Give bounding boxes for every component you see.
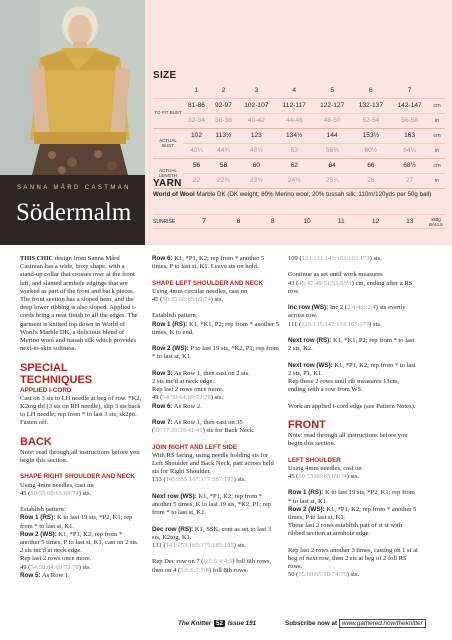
c3-inc-sts: 111 (125:135:147:153:165:177) sts.: [288, 320, 382, 328]
c3-sts: 109 (123:131:143:153:163:173) sts.: [288, 255, 383, 262]
yarn-balls-2: 8: [236, 218, 241, 225]
size-row-label: TO FIT BUST: [153, 98, 183, 128]
back-note: Note: read through all instructions before you begin this section.: [20, 448, 140, 465]
size-col-5: 5: [313, 83, 352, 98]
designer-band: [0, 175, 145, 245]
icord-text: Cast on 3 sts to LH needle at beg of row. *K2, K2tog tbl (3 sts on RH needle), slip 3 sts back to LH needle; rep from * to last 3 sts, sk2po. Fasten off.: [20, 394, 142, 427]
size-cell: 64: [313, 158, 352, 173]
back-row-2: Row 2 (WS): K1, *P1, K2; rep from * another 5 times, P to last st, K1, cast on 2 sts.: [20, 530, 139, 547]
size-row: [153, 128, 445, 143]
column-1: [20, 255, 142, 580]
size-cell: 122-127: [313, 98, 352, 113]
yarn-balls-4: 10: [303, 218, 311, 225]
intro-paragraph: THIS CHIC design from Sanna Mård Castman has a wide, boxy shape, with a stand-up collar that crosses over at the front left, and slanted armhole edgings that are worked as part of the front and back pieces. The front section has a sloped hem, and the deep lower ribbing is also sloped. Applied i-cords bring a neat finish to all the edges. The garment is knitted top down in World of Wool's Marble DK, a delicious blend of Merino wool and tussah silk which provides next-to-skin softness.: [20, 255, 138, 353]
size-cell: 142-147: [390, 98, 429, 113]
subscribe-text: Subscribe now at www.gathered.how/theknitter: [285, 620, 426, 627]
size-col-1: 1: [183, 83, 210, 98]
c3-inc-row: Inc row (WS): Inc 2 (2:4:4:0:2:4) sts evenly across row.: [288, 304, 406, 320]
size-cell: 144: [313, 128, 352, 143]
shape-right-shoulder-heading: SHAPE RIGHT SHOULDER AND NECK: [20, 473, 135, 481]
size-cell: 163: [390, 128, 429, 143]
size-cell: 60½: [352, 143, 391, 158]
size-cell: 22¾: [210, 173, 237, 188]
size-unit: in: [429, 143, 445, 158]
join-heading: JOIN RIGHT AND LEFT SIDE: [152, 443, 238, 451]
designer-name: SANNA MÅRD CASTMAN: [17, 185, 131, 191]
size-row-label: ACTUAL BUST: [153, 128, 183, 158]
size-unit: in: [429, 173, 445, 188]
yarn-balls-5: 11: [337, 218, 345, 225]
left-row-3: Row 3: As Row 1, then cast on 2 sts.: [152, 369, 250, 377]
special-techniques-heading: SPECIAL TECHNIQUES: [20, 361, 93, 386]
size-cell: 44¾: [210, 143, 237, 158]
subscribe-link[interactable]: www.gathered.how/theknitter: [339, 619, 426, 628]
front-heading: FRONT: [288, 418, 326, 431]
front-establish: These last 2 rows establish patt of st st with ribbed section at armhole edge.: [288, 522, 403, 538]
join-text: With RS facing, using needle holding sts for Left Shoulder and Back Neck, patt across held sts for Right Shoulder.: [152, 451, 274, 476]
back-heading: BACK: [20, 435, 52, 448]
back-rep: Rep last 2 rows once more.: [20, 555, 92, 563]
cast-on-text: Using 4mm needles, cast on 45 (50:55:60:65:69:74) sts.: [20, 481, 94, 497]
size-cell: 23½: [237, 173, 276, 188]
left-row-7: Row 7: As Row 1, then cast on 35 (37:37:39:39:41:41) sts for Back Neck.: [152, 418, 255, 435]
front-note: Note: read through all instructions before you begin this section.: [288, 431, 408, 448]
size-cell: 68½: [390, 158, 429, 173]
left-sts: 49 (54:59:64:69:73:78) sts.: [152, 394, 224, 402]
size-cell: 102-107: [237, 98, 276, 113]
size-cell: 40-42: [237, 113, 276, 128]
rep-dec: Rep Dec row on 7 (6:5:5:4:4:3) foll 6th rows, then on 4 (5:6:6:7:7:8) foll 8th rows.: [152, 558, 272, 574]
size-cell: 58: [210, 158, 237, 173]
size-cell: 102: [183, 128, 210, 143]
size-unit: cm: [429, 158, 445, 173]
size-cell: 24½: [276, 173, 313, 188]
size-row: [153, 143, 445, 158]
back-row-5: Row 5: As Row 1.: [20, 571, 70, 579]
size-cell: 40¼: [183, 143, 210, 158]
size-unit: in: [429, 113, 445, 128]
dec-row: Dec row (RS): K1, SSK, cont as set to last 3 sts, K2tog, K1.: [152, 525, 272, 541]
size-cell: 48-50: [313, 113, 352, 128]
size-row-label: ACTUAL LENGTH: [153, 158, 183, 188]
join-next-row: Next row (WS): K1, *P1, K2; rep from * another 5 times, K to last 19 sts, *K2, P1; rep from * to last st, K1.: [152, 492, 272, 517]
left-row-2: Row 2 (WS): P to last 19 sts, *K2, P1; rep from * to last st, K1.: [152, 345, 279, 361]
size-cell: 81-86: [183, 98, 210, 113]
size-cell: 27: [390, 173, 429, 188]
c3-continue: Continue as set until work measures 43 (45:47:49:51:53:55½) cm, ending after a RS row.: [288, 271, 413, 295]
left-row-6: Row 6: As Row 2.: [152, 402, 202, 410]
model-illustration: [0, 0, 145, 175]
size-cell: 22: [183, 173, 210, 188]
left-row-3-inc: 2 sts inc'd at neck edge.: [152, 377, 214, 385]
size-cell: 112-117: [276, 98, 313, 113]
size-table: [153, 83, 445, 189]
shape-left-shoulder-heading: SHAPE LEFT SHOULDER AND NECK: [152, 279, 264, 287]
size-cell: 53: [276, 143, 313, 158]
yarn-balls-1: 7: [202, 218, 206, 225]
front-row-2: Row 2 (WS): K1, *P1, K2; rep from * another 5 times, P to last st, K1.: [288, 505, 417, 521]
size-cell: 26: [352, 173, 391, 188]
c3-next-ws: Next row (WS): K1, *P1, K2; rep from * to last 2 sts, P1, K1.: [288, 361, 416, 377]
pattern-title: Södermalm: [16, 199, 132, 226]
magazine-name: The Knitter 52 Issue 191: [178, 620, 257, 627]
column-3: [288, 255, 418, 580]
yarn-balls-6: 12: [371, 218, 380, 225]
size-cell: 60: [237, 158, 276, 173]
size-cell: 56-58: [390, 113, 429, 128]
size-cell: 48½: [237, 143, 276, 158]
back-row-1: Row 1 (RS): K to last 19 sts, *P2, K1; rep from * to last st, K1.: [20, 514, 133, 530]
column-2: [152, 255, 279, 583]
page-number: 52: [215, 620, 223, 627]
applied-icord-heading: APPLIED I-CORD: [20, 386, 72, 394]
back-row-2-inc: 2 sts inc'd at neck edge.: [20, 547, 82, 555]
front-cast-on: Using 4mm needles, cast on 45 (50:55:60:65:69:74) sts.: [288, 464, 362, 480]
yarn-description: [153, 191, 438, 199]
yarn-brand: World of Wool: [153, 191, 195, 198]
size-cell: 92-97: [210, 98, 237, 113]
size-cell: 52-54: [352, 113, 391, 128]
size-col-2: 2: [210, 83, 237, 98]
size-cell: 66: [352, 158, 391, 173]
size-heading: SIZE: [153, 70, 177, 81]
back-sts: 49 (54:59:64:69:73:78) sts.: [20, 563, 92, 571]
c3-next-rs: Next row (RS): K1, *K1, P2; rep from * to last 2 sts, K2.: [288, 336, 415, 353]
yarn-balls-7: 13: [406, 218, 414, 225]
size-cell: 25¼: [313, 173, 352, 188]
left-shoulder-heading: LEFT SHOULDER: [288, 456, 341, 464]
join-sts: 133 (145:155:167:177:187:197) sts.: [152, 476, 247, 484]
front-sts: 50 (55:60:65:70:74:79) sts.: [288, 571, 360, 579]
yarn-unit: x50g BALLS: [429, 216, 443, 227]
size-cell: 44-46: [276, 113, 313, 128]
size-cell: 123: [237, 128, 276, 143]
size-cell: 134½: [276, 128, 313, 143]
dec-sts: 131 (143:153:165:175:185:195) sts.: [152, 541, 247, 549]
size-cell: 32-34: [183, 113, 210, 128]
yarn-balls-3: 8: [270, 218, 275, 225]
row-6: Row 6: K1, *P1, K2; rep from * another 5 times, P to last st, K1. Leave sts on hold.: [152, 255, 265, 271]
size-unit: cm: [429, 98, 445, 113]
size-cell: 64¼: [390, 143, 429, 158]
c3-rep-rib: Rep these 2 rows until rib measures 13cm, ending with a row from WS.: [288, 377, 400, 394]
size-cell: 36-38: [210, 113, 237, 128]
size-cell: 113½: [210, 128, 237, 143]
size-row: [153, 158, 445, 173]
yarn-heading: YARN: [153, 178, 182, 189]
left-row-1: Row 1 (RS): K1, *K1, P2; rep from * another 5 times, K to end.: [152, 320, 279, 336]
front-rep: Rep last 2 rows another 3 times, casting on 1 st at beg of next row, then 2 sts at beg of 2 foll RS rows.: [288, 546, 418, 571]
left-establish: Establish pattern:: [152, 312, 198, 320]
size-cell: 132-137: [352, 98, 391, 113]
size-cell: 56: [183, 158, 210, 173]
front-row-1: Row 1 (RS): K to last 19 sts, *P2, K1; rep from * to last st, K1.: [288, 489, 415, 505]
size-col-4: 4: [276, 83, 313, 98]
yarn-balls-row: [153, 214, 445, 229]
size-row: [153, 113, 445, 128]
size-cell: 56¾: [313, 143, 352, 158]
left-cast-on: Using 4mm circular needles, cast on 45 (50:55:60:65:69:74) sts.: [152, 287, 248, 303]
size-col-7: 7: [390, 83, 429, 98]
yarn-desc: Marble DK (DK weight; 80% Merino wool, 20% tussah silk; 110m/120yds per 50g ball): [194, 191, 432, 198]
size-col-6: 6: [352, 83, 391, 98]
c3-icord: Work an applied i-cord edge (see Pattern Notes).: [288, 402, 416, 410]
size-cell: 62: [276, 158, 313, 173]
size-row: [153, 98, 445, 113]
size-col-3: 3: [237, 83, 276, 98]
establish-pattern: Establish pattern:: [20, 506, 66, 514]
size-cell: 153½: [352, 128, 391, 143]
size-unit: cm: [429, 128, 445, 143]
size-row: [153, 173, 445, 188]
hero-photo: [0, 0, 145, 175]
left-rep: Rep last 2 rows once more.: [152, 386, 224, 394]
yarn-colour: SUNRISE: [153, 218, 176, 225]
